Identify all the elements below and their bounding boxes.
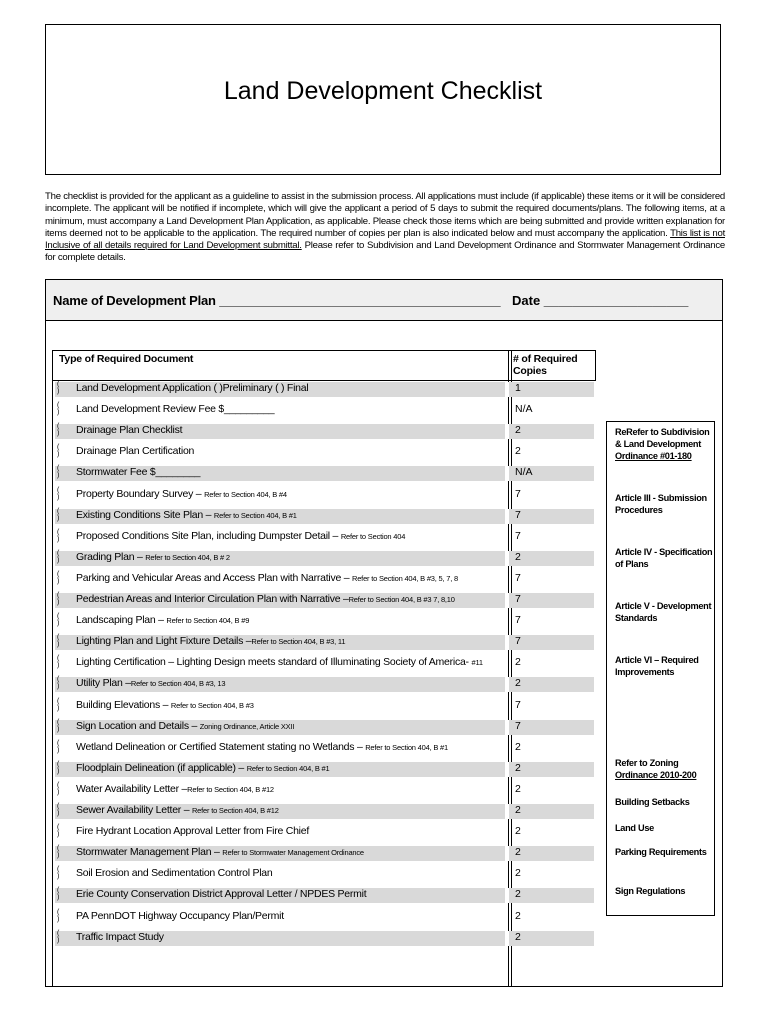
row-reference: Zoning Ordinance, Article XXII xyxy=(199,721,295,731)
row-copies: 2 xyxy=(515,761,521,774)
row-checkbox[interactable]: ( ) xyxy=(57,887,60,902)
row-checkbox[interactable]: ( ) xyxy=(57,845,60,860)
row-copies: 7 xyxy=(515,614,521,627)
row-copies: 7 xyxy=(515,635,521,648)
row-document xyxy=(76,762,329,774)
row-document-text: Parking and Vehicular Areas and Access Plan with Narrative – xyxy=(76,571,352,584)
row-gap xyxy=(505,551,509,566)
row-gap xyxy=(505,635,509,650)
row-gap xyxy=(505,804,509,819)
row-document-text: Wetland Delineation or Certified Statement stating no Wetlands – xyxy=(76,740,366,753)
row-checkbox[interactable]: ( ) xyxy=(57,465,60,480)
ref-zoning-ordinance: Ordinance 2010-200 xyxy=(615,770,697,780)
row-reference: Refer to Section 404, B #3 xyxy=(170,700,254,710)
row-checkbox[interactable]: ( ) xyxy=(57,760,60,775)
row-document xyxy=(76,593,455,605)
row-copies: 2 xyxy=(515,550,521,563)
row-reference: Refer to Section 404, B #3, 11 xyxy=(251,637,346,647)
row-checkbox[interactable]: ( ) xyxy=(57,592,60,606)
row-gap xyxy=(505,424,509,439)
ref-sldo-text: ReRefer to Subdivision & Land Development xyxy=(615,427,710,449)
row-reference: Refer to Section 404, B #12 xyxy=(191,806,279,815)
ref-zoning xyxy=(615,757,713,781)
ref-article-3: Article III - Submission Procedures xyxy=(615,493,707,515)
row-document xyxy=(76,488,287,500)
row-copies: 7 xyxy=(515,593,521,605)
row-reference: Refer to Section 404, B #4 xyxy=(204,489,287,499)
row-gap xyxy=(505,931,509,946)
row-document xyxy=(76,931,164,943)
row-document xyxy=(76,699,254,711)
row-checkbox[interactable]: ( ) xyxy=(57,718,60,733)
row-document xyxy=(76,825,309,837)
intro-text-underlined: This list is not Inclusive of all details required for Land Development submittal. xyxy=(45,227,725,252)
row-checkbox[interactable]: ( ) xyxy=(57,549,60,564)
row-copies: 7 xyxy=(515,719,521,732)
row-copies: 2 xyxy=(515,445,521,458)
row-copies: N/A xyxy=(515,466,533,479)
row-copies: 2 xyxy=(515,782,521,795)
row-copies: 7 xyxy=(515,698,521,711)
row-document-text: Utility Plan – xyxy=(76,677,131,690)
row-copies: 2 xyxy=(515,424,521,437)
row-copies: 7 xyxy=(515,571,521,584)
row-document-text: Water Availability Letter – xyxy=(76,782,188,795)
row-copies: 2 xyxy=(515,804,521,816)
row-copies: 7 xyxy=(515,508,521,521)
row-document xyxy=(76,530,405,542)
row-reference: Refer to Section 404, B # 2 xyxy=(145,552,230,562)
row-document xyxy=(76,656,483,668)
ref-sign-regulations: Sign Regulations xyxy=(615,886,686,896)
row-copies: 2 xyxy=(515,740,521,753)
row-document xyxy=(76,403,274,415)
intro-text-end: Please refer to Subdivision and Land Development Ordinance and Stormwater Management Ordinance for complete details. xyxy=(45,240,725,264)
plan-header xyxy=(46,280,722,321)
row-document-text: Landscaping Plan – xyxy=(76,614,167,627)
row-checkbox[interactable]: ( ) xyxy=(57,824,60,839)
row-document xyxy=(76,466,200,478)
row-document-text: Drainage Plan Certification xyxy=(76,445,195,458)
row-document-text: Traffic Impact Study xyxy=(76,930,164,943)
title-box xyxy=(45,24,721,175)
row-document xyxy=(76,867,272,879)
row-document-text: Property Boundary Survey – xyxy=(76,487,205,500)
row-document-text: Erie County Conservation District Approval Letter / NPDES Permit xyxy=(76,888,367,901)
row-checkbox[interactable]: ( ) xyxy=(57,655,60,670)
row-reference: Refer to Section 404, B #1 xyxy=(246,763,330,773)
row-document xyxy=(76,509,297,521)
row-checkbox[interactable]: ( ) xyxy=(57,676,60,691)
row-checkbox[interactable]: ( ) xyxy=(57,528,60,543)
row-document-text: Lighting Certification – Lighting Design meets standard of Illuminating Society of America- xyxy=(76,656,472,669)
row-copies: N/A xyxy=(515,403,533,416)
row-document xyxy=(76,846,364,858)
row-checkbox[interactable]: ( ) xyxy=(57,908,60,923)
row-gap xyxy=(505,509,509,524)
row-copies: 2 xyxy=(515,930,521,943)
row-copies: 2 xyxy=(515,846,521,859)
row-document-text: Land Development Review Fee $_________ xyxy=(76,403,275,416)
row-document-text: Sign Location and Details – xyxy=(76,719,200,732)
row-document xyxy=(76,572,458,584)
row-document-text: Pedestrian Areas and Interior Circulation Plan with Narrative – xyxy=(76,593,349,605)
ordinance-reference-box xyxy=(606,421,715,916)
ref-sldo xyxy=(615,426,713,462)
row-document xyxy=(76,635,345,647)
row-checkbox[interactable]: ( ) xyxy=(57,423,60,438)
ref-land-use: Land Use xyxy=(615,823,654,833)
row-document xyxy=(76,677,225,689)
ref-sldo-ordinance: Ordinance #01-180 xyxy=(615,451,692,461)
row-document-text: Grading Plan – xyxy=(76,550,146,563)
ref-article-5: Article V - Development Standards xyxy=(615,601,712,623)
header-copies: # of Required Copies xyxy=(513,353,578,377)
row-document-text: Existing Conditions Site Plan – xyxy=(76,508,214,521)
row-document xyxy=(76,720,294,732)
row-copies: 2 xyxy=(515,656,521,669)
row-copies: 2 xyxy=(515,677,521,690)
row-reference: Refer to Section 404, B #3, 5, 7, 8 xyxy=(352,573,458,583)
row-gap xyxy=(505,720,509,735)
row-document-text: Floodplain Delineation (if applicable) – xyxy=(76,761,247,774)
row-document-text: Proposed Conditions Site Plan, including Dumpster Detail – xyxy=(76,529,341,542)
row-document xyxy=(76,804,279,816)
row-checkbox[interactable]: ( ) xyxy=(57,507,60,522)
row-gap xyxy=(505,762,509,777)
row-reference: #11 xyxy=(471,658,483,668)
row-gap xyxy=(505,846,509,861)
row-checkbox[interactable]: ( ) xyxy=(57,803,60,817)
row-copies: 2 xyxy=(515,909,521,922)
row-reference: Refer to Section 404, B #3 7, 8,10 xyxy=(348,595,455,604)
row-document-text: Soil Erosion and Sedimentation Control Plan xyxy=(76,867,273,880)
ref-article-6: Article VI – Required Improvements xyxy=(615,655,699,677)
row-document xyxy=(76,551,230,563)
intro-text-main: The checklist is provided for the applicant as a guideline to assist in the submission process. All applications must include (if applicable) these items or it will be considered incomplete. The applicant will be notified if incomplete, which will give the applicant a period of 5 days to submit the required documents/plans. The following items, at a minimum, must accompany a Land Development Plan Application, as applicable. Please check those items which are being submitted and provide written explanation for items deemed not to be applicable to the application. The required number of copies per plan is also indicated below and must accompany the application. xyxy=(45,191,725,239)
plan-name-field[interactable]: Name of Development Plan ________________________________________ xyxy=(53,293,501,308)
row-reference: Refer to Section 404, B #1 xyxy=(213,510,297,520)
row-document-text: Stormwater Management Plan – xyxy=(76,846,223,859)
row-document-text: Lighting Plan and Light Fixture Details – xyxy=(76,635,252,648)
table-divider xyxy=(595,350,596,380)
row-document xyxy=(76,424,182,436)
row-document xyxy=(76,445,194,457)
row-copies: 2 xyxy=(515,825,521,838)
row-reference: Refer to Stormwater Management Ordinance xyxy=(222,848,364,858)
row-document-text: Land Development Application ( )Preliminary ( ) Final xyxy=(76,382,309,394)
row-checkbox[interactable]: ( ) xyxy=(57,781,60,796)
row-checkbox[interactable]: ( ) xyxy=(57,613,60,628)
row-checkbox[interactable]: ( ) xyxy=(57,634,60,649)
row-reference: Refer to Section 404, B #9 xyxy=(166,616,250,626)
row-document xyxy=(76,614,249,626)
header-document: Type of Required Document xyxy=(59,353,194,365)
row-copies: 2 xyxy=(515,867,521,880)
row-checkbox[interactable]: ( ) xyxy=(57,381,60,395)
row-reference: Refer to Section 404, B #12 xyxy=(187,784,274,794)
row-document-text: Fire Hydrant Location Approval Letter from Fire Chief xyxy=(76,825,310,838)
row-copies: 7 xyxy=(515,529,521,542)
ref-zoning-text: Refer to Zoning xyxy=(615,758,679,768)
ref-building-setbacks: Building Setbacks xyxy=(615,797,690,807)
row-copies: 2 xyxy=(515,888,521,901)
row-gap xyxy=(505,677,509,692)
row-document xyxy=(76,888,366,900)
row-reference: Refer to Section 404, B #3, 13 xyxy=(130,679,226,689)
row-gap xyxy=(505,593,509,608)
row-gap xyxy=(505,382,509,397)
row-checkbox[interactable]: ( ) xyxy=(57,739,60,754)
row-checkbox[interactable]: ( ) xyxy=(57,570,60,585)
row-document-text: Building Elevations – xyxy=(76,698,171,711)
header-rule xyxy=(52,380,596,381)
row-document-text: Stormwater Fee $________ xyxy=(76,466,201,479)
ref-parking: Parking Requirements xyxy=(615,847,707,857)
row-checkbox[interactable]: ( ) xyxy=(57,866,60,881)
ref-article-4: Article IV - Specification of Plans xyxy=(615,547,713,569)
row-document-text: PA PennDOT Highway Occupancy Plan/Permit xyxy=(76,909,284,922)
row-document xyxy=(76,783,274,795)
row-reference: Refer to Section 404 xyxy=(340,531,406,541)
row-gap xyxy=(505,466,509,481)
row-checkbox[interactable]: ( ) xyxy=(57,486,60,501)
row-document-text: Drainage Plan Checklist xyxy=(76,424,183,437)
row-document-text: Sewer Availability Letter – xyxy=(76,804,192,816)
date-field[interactable]: Date ____________________ xyxy=(512,293,689,308)
intro-paragraph xyxy=(45,191,725,265)
row-checkbox[interactable]: ( ) xyxy=(57,697,60,712)
row-document xyxy=(76,382,308,394)
row-reference: Refer to Section 404, B #1 xyxy=(365,742,448,752)
row-gap xyxy=(505,888,509,903)
row-copies: 1 xyxy=(515,382,521,394)
row-copies: 7 xyxy=(515,487,521,500)
row-document xyxy=(76,741,448,753)
row-document xyxy=(76,910,284,922)
row-checkbox[interactable]: ( ) xyxy=(57,929,60,944)
row-checkbox[interactable]: ( ) xyxy=(57,444,60,459)
page-title: Land Development Checklist xyxy=(223,77,543,105)
row-checkbox[interactable]: ( ) xyxy=(57,402,60,417)
